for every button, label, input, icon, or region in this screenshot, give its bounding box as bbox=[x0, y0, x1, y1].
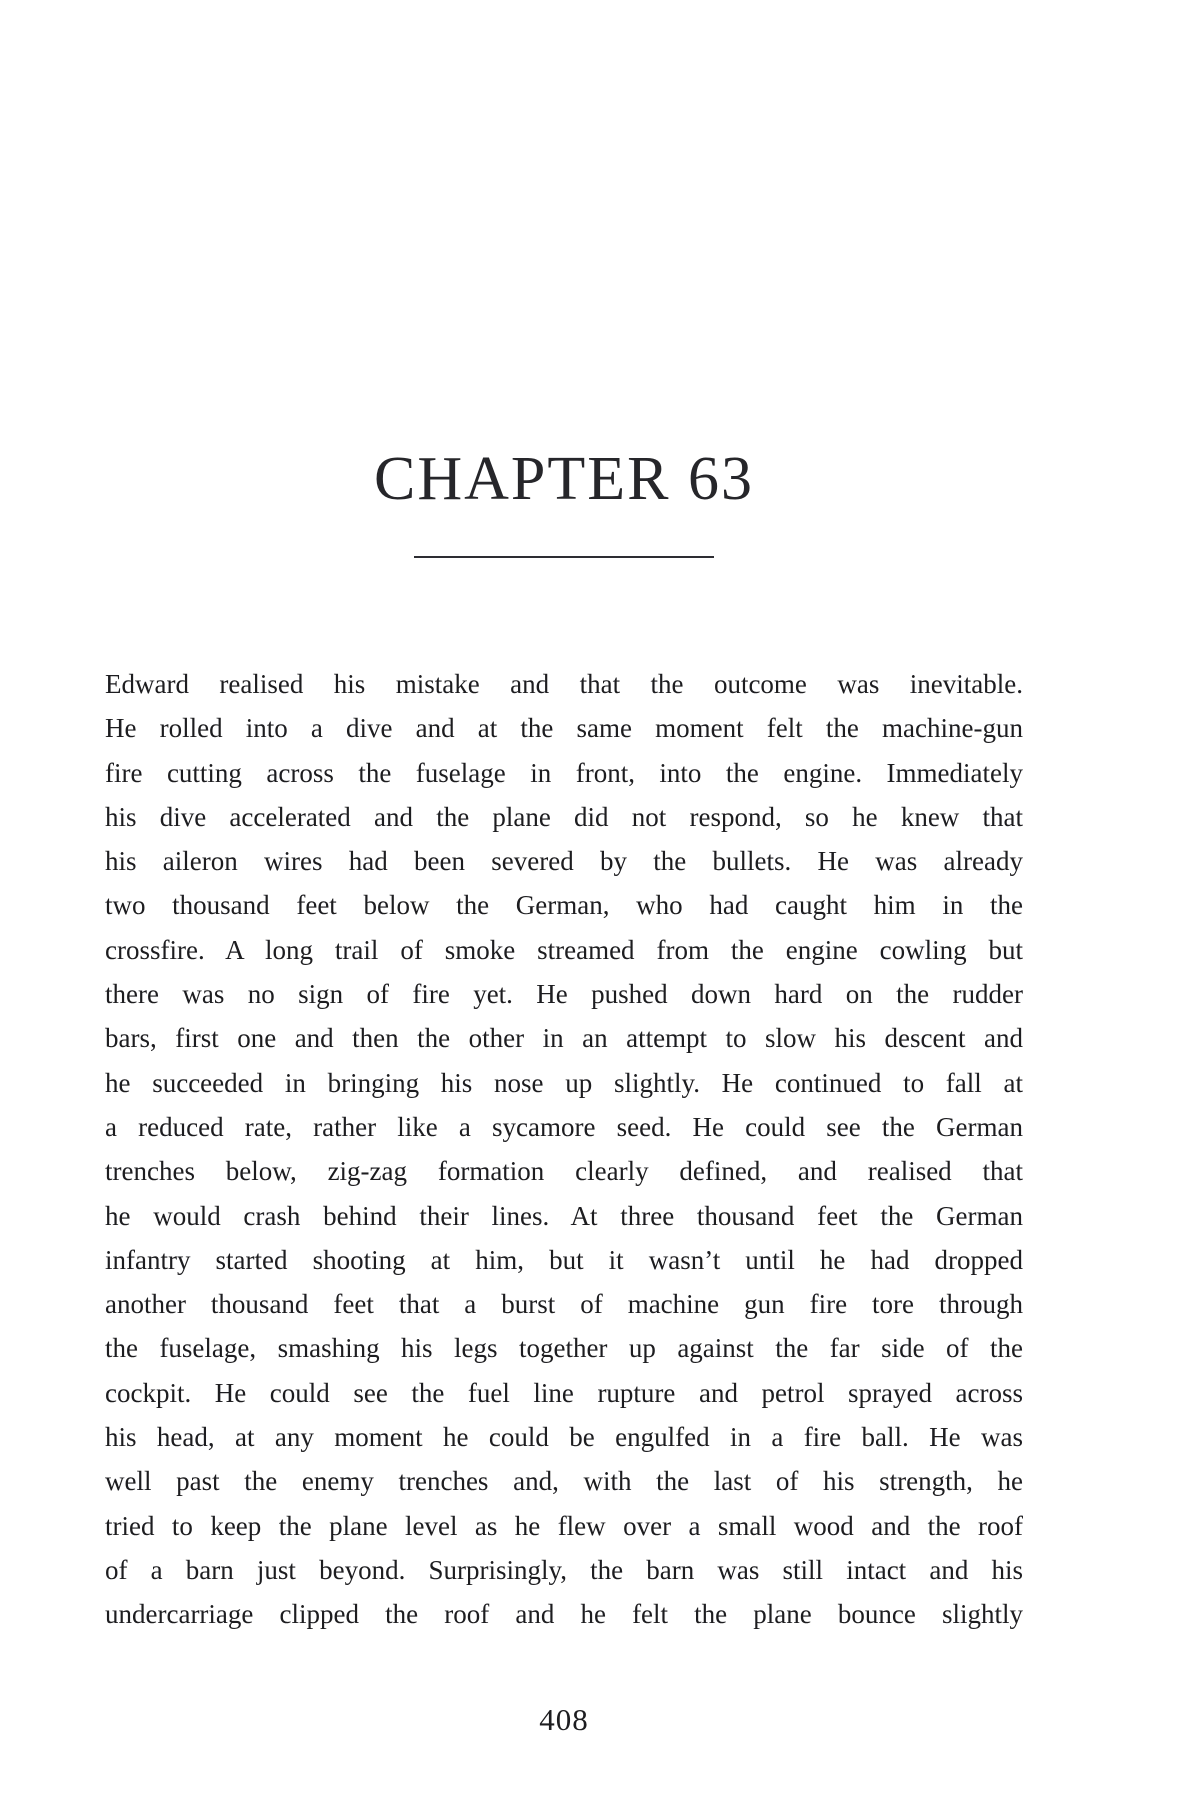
text-line: cockpit. He could see the fuel line rupture and petrol sprayed across bbox=[105, 1377, 1023, 1408]
text-line: his head, at any moment he could be engulfed in a fire ball. He was bbox=[105, 1422, 1023, 1453]
text-line: undercarriage clipped the roof and he felt the plane bounce slightly bbox=[105, 1599, 1023, 1630]
text-line: the fuselage, smashing his legs together up against the far side of the bbox=[105, 1333, 1023, 1364]
text-line: crossfire. A long trail of smoke streamed from the engine cowling but bbox=[105, 934, 1023, 965]
text-line: his dive accelerated and the plane did not respond, so he knew that bbox=[105, 801, 1023, 832]
chapter-heading: CHAPTER 63 bbox=[374, 445, 754, 513]
chapter-body-paragraph bbox=[105, 662, 1023, 1637]
text-line: infantry started shooting at him, but it wasn’t until he had dropped bbox=[105, 1244, 1023, 1275]
text-line: his aileron wires had been severed by the bullets. He was already bbox=[105, 846, 1023, 877]
text-line: bars, first one and then the other in an attempt to slow his descent and bbox=[105, 1023, 1023, 1054]
title-divider bbox=[414, 556, 714, 558]
text-line: two thousand feet below the German, who had caught him in the bbox=[105, 890, 1023, 921]
text-line: he would crash behind their lines. At three thousand feet the German bbox=[105, 1200, 1023, 1231]
text-line: He rolled into a dive and at the same moment felt the machine-gun bbox=[105, 713, 1023, 744]
text-line: trenches below, zig-zag formation clearly defined, and realised that bbox=[105, 1156, 1023, 1187]
text-line: he succeeded in bringing his nose up slightly. He continued to fall at bbox=[105, 1067, 1023, 1098]
text-line: of a barn just beyond. Surprisingly, the barn was still intact and his bbox=[105, 1554, 1023, 1585]
text-line: tried to keep the plane level as he flew over a small wood and the roof bbox=[105, 1510, 1023, 1541]
text-line: a reduced rate, rather like a sycamore seed. He could see the German bbox=[105, 1111, 1023, 1142]
text-line: another thousand feet that a burst of machine gun fire tore through bbox=[105, 1289, 1023, 1320]
text-line: well past the enemy trenches and, with the last of his strength, he bbox=[105, 1466, 1023, 1497]
text-line: there was no sign of fire yet. He pushed down hard on the rudder bbox=[105, 979, 1023, 1010]
text-line: fire cutting across the fuselage in front, into the engine. Immediately bbox=[105, 757, 1023, 788]
page-number: 408 bbox=[539, 1702, 589, 1737]
text-line: Edward realised his mistake and that the outcome was inevitable. bbox=[105, 669, 1023, 699]
